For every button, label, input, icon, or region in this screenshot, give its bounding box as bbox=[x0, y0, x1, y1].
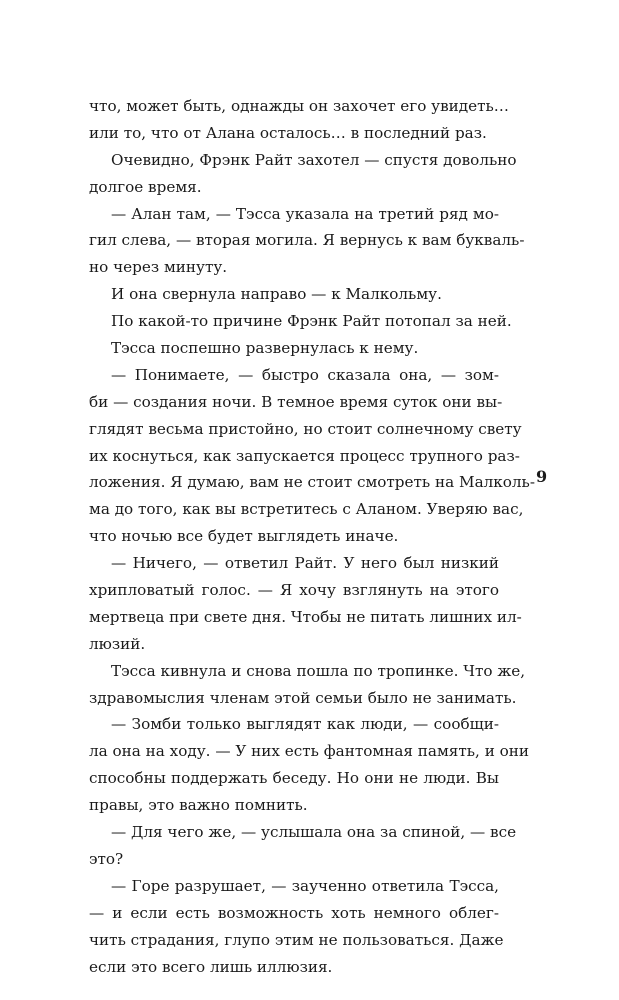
text-line: Тэсса поспешно развернулась к нему. bbox=[111, 339, 419, 358]
text-line: способны поддержать беседу. Но они не люди. Вы bbox=[89, 769, 499, 788]
text-line: — Зомби только выглядят как люди, — сообщи- bbox=[111, 715, 499, 734]
text-line: что, может быть, однажды он захочет его увидеть… bbox=[89, 97, 509, 115]
text-line: чить страдания, глупо этим не пользоваться. Даже bbox=[89, 930, 504, 949]
text-line: — Для чего же, — услышала она за спиной, — все bbox=[111, 823, 517, 842]
text-line: хрипловатый голос. — Я хочу взглянуть на этого bbox=[89, 581, 499, 600]
text-line: би — создания ночи. В темное время суток они вы- bbox=[89, 392, 503, 411]
text-line: — и если есть возможность хоть немного облег- bbox=[89, 903, 499, 922]
text-line: гил слева, — вторая могила. Я вернусь к вам букваль- bbox=[89, 231, 525, 250]
text-line: это? bbox=[89, 849, 124, 868]
text-line: ма до того, как вы встретитесь с Аланом. Уверяю вас, bbox=[89, 500, 524, 519]
body-text bbox=[89, 93, 535, 980]
text-line: долгое время. bbox=[89, 177, 202, 196]
text-line: ла она на ходу. — У них есть фантомная память, и они bbox=[89, 742, 530, 761]
text-line: По какой-то причине Фрэнк Райт потопал за ней. bbox=[111, 312, 512, 331]
text-line: И она свернула направо — к Малкольму. bbox=[111, 285, 442, 304]
page-number: 9 bbox=[536, 467, 548, 486]
text-line: ложения. Я думаю, вам не стоит смотреть на Малколь- bbox=[89, 473, 535, 492]
text-line: — Понимаете, — быстро сказала она, — зом- bbox=[111, 365, 499, 384]
text-line: но через минуту. bbox=[89, 258, 228, 277]
text-line: Очевидно, Фрэнк Райт захотел — спустя довольно bbox=[111, 150, 517, 169]
text-line: если это всего лишь иллюзия. bbox=[89, 957, 333, 976]
text-line: что ночью все будет выглядеть иначе. bbox=[89, 527, 399, 546]
text-line: — Алан там, — Тэсса указала на третий ряд мо- bbox=[111, 204, 499, 223]
text-line: — Ничего, — ответил Райт. У него был низкий bbox=[111, 554, 499, 573]
text-line: здравомыслия членам этой семьи было не занимать. bbox=[89, 688, 517, 707]
text-line: их коснуться, как запускается процесс трупного раз- bbox=[89, 446, 520, 465]
text-line: правы, это важно помнить. bbox=[89, 796, 308, 815]
text-line: глядят весьма пристойно, но стоит солнечному свету bbox=[89, 419, 522, 438]
text-line: люзий. bbox=[89, 634, 146, 653]
text-line: Тэсса кивнула и снова пошла по тропинке. Что же, bbox=[111, 661, 526, 680]
text-line: или то, что от Алана осталось… в последний раз. bbox=[89, 123, 487, 142]
text-line: мертвеца при свете дня. Чтобы не питать лишних ил- bbox=[89, 607, 522, 626]
text-line: — Горе разрушает, — заученно ответила Тэсса, bbox=[111, 876, 499, 895]
